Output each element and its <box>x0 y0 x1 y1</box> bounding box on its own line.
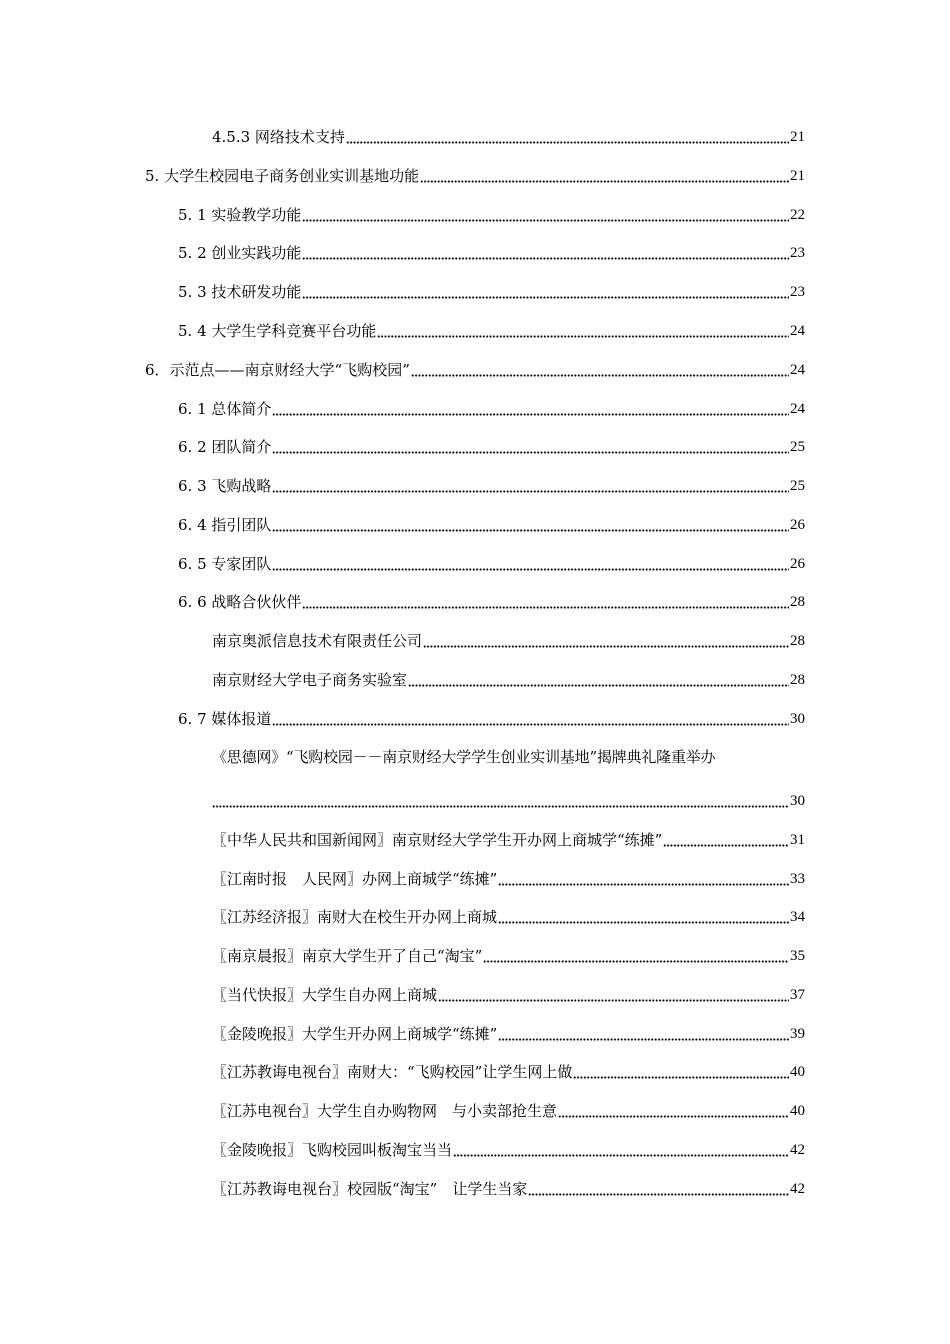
toc-entry-title: 〖当代快报〗大学生自办网上商城 <box>212 986 438 1004</box>
toc-entry[interactable] <box>178 204 805 226</box>
toc-page-number: 21 <box>790 168 805 184</box>
toc-entry[interactable] <box>212 669 805 691</box>
toc-entry-title: 5. 3 技术研发功能 <box>178 283 302 301</box>
dot-leader <box>411 363 789 377</box>
toc-entry-wrapped-leader[interactable] <box>212 790 805 812</box>
dot-leader <box>272 440 789 454</box>
toc-entry-title: 5. 1 实验教学功能 <box>178 206 302 224</box>
toc-entry-title: 4.5.3 网络技术支持 <box>212 128 345 146</box>
toc-entry[interactable] <box>212 829 805 851</box>
dot-leader <box>302 246 789 260</box>
dot-leader <box>272 518 789 532</box>
dot-leader <box>302 595 789 609</box>
dot-leader <box>498 872 789 886</box>
toc-entry-title: 5. 2 创业实践功能 <box>178 244 302 262</box>
toc-entry-title: 南京奥派信息技术有限责任公司 <box>212 632 423 650</box>
dot-leader <box>498 910 789 924</box>
toc-page-number: 30 <box>790 793 805 809</box>
toc-entry[interactable] <box>145 359 805 381</box>
toc-entry[interactable] <box>212 1023 805 1045</box>
toc-entry-title: 6. 7 媒体报道 <box>178 710 272 728</box>
dot-leader <box>302 285 789 299</box>
dot-leader <box>212 794 789 808</box>
toc-page-number: 28 <box>790 672 805 688</box>
dot-leader <box>377 324 789 338</box>
toc-page-number: 24 <box>790 401 805 417</box>
toc-entry-title: 5. 大学生校园电子商务创业实训基地功能 <box>145 167 420 185</box>
toc-entry-title: 〖江苏电视台〗大学生自办购物网 与小卖部抢生意 <box>212 1102 558 1120</box>
toc-entry-title: 6. 1 总体简介 <box>178 400 272 418</box>
dot-leader <box>438 988 789 1002</box>
toc-page-number: 39 <box>790 1026 805 1042</box>
toc-page-number: 35 <box>790 948 805 964</box>
dot-leader <box>558 1104 789 1118</box>
toc-entry-title: 〖江苏教诲电视台〗南财大：“飞购校园”让学生网上做 <box>212 1063 573 1081</box>
dot-leader <box>346 130 789 144</box>
toc-entry[interactable] <box>178 436 805 458</box>
toc-page-number: 33 <box>790 871 805 887</box>
toc-entry[interactable] <box>212 1139 805 1161</box>
toc-entry[interactable] <box>212 945 805 967</box>
toc-entry-title: 5. 4 大学生学科竞赛平台功能 <box>178 322 377 340</box>
dot-leader <box>423 634 789 648</box>
toc-entry[interactable] <box>212 630 805 652</box>
toc-entry[interactable] <box>178 553 805 575</box>
toc-page-number: 37 <box>790 987 805 1003</box>
dot-leader <box>663 833 789 847</box>
toc-entry[interactable] <box>212 906 805 928</box>
dot-leader <box>408 673 789 687</box>
toc-entry[interactable] <box>212 1061 805 1083</box>
toc-entry-title: 南京财经大学电子商务实验室 <box>212 671 408 689</box>
toc-page-number: 30 <box>790 711 805 727</box>
toc-page-number: 22 <box>790 207 805 223</box>
toc-entry[interactable] <box>212 126 805 148</box>
toc-entry[interactable] <box>212 984 805 1006</box>
toc-page-number: 26 <box>790 517 805 533</box>
toc-page-number: 28 <box>790 594 805 610</box>
toc-entry[interactable] <box>178 591 805 613</box>
toc-entry[interactable] <box>178 242 805 264</box>
toc-page-number: 40 <box>790 1064 805 1080</box>
toc-entry-title: 〖金陵晚报〗飞购校园叫板淘宝当当 <box>212 1141 453 1159</box>
toc-page-number: 40 <box>790 1103 805 1119</box>
toc-entry-title: 6. 5 专家团队 <box>178 555 272 573</box>
toc-page-number: 34 <box>790 909 805 925</box>
toc-entry[interactable] <box>212 1100 805 1122</box>
toc-entry-title: 《思德网》“飞购校园－－南京财经大学学生创业实训基地”揭牌典礼隆重举办 <box>212 748 716 766</box>
toc-page-number: 42 <box>790 1142 805 1158</box>
toc-entry[interactable] <box>178 398 805 420</box>
toc-entry[interactable] <box>212 1178 805 1200</box>
toc-entry-title: 6. 2 团队简介 <box>178 438 272 456</box>
dot-leader <box>573 1065 789 1079</box>
toc-entry[interactable] <box>178 320 805 342</box>
toc-page-number: 21 <box>790 129 805 145</box>
toc-page-number: 28 <box>790 633 805 649</box>
toc-entry-title: 〖南京晨报〗南京大学生开了自己“淘宝” <box>212 947 483 965</box>
toc-entry-title: 6. 3 飞购战略 <box>178 477 272 495</box>
toc-page-number: 25 <box>790 439 805 455</box>
toc-page-number: 24 <box>790 323 805 339</box>
toc-entry-wrapped-title[interactable] <box>212 746 805 768</box>
dot-leader <box>528 1182 789 1196</box>
toc-page-number: 42 <box>790 1181 805 1197</box>
toc-entry[interactable] <box>178 514 805 536</box>
dot-leader <box>302 208 789 222</box>
dot-leader <box>483 949 789 963</box>
dot-leader <box>272 712 789 726</box>
toc-page-number: 24 <box>790 362 805 378</box>
toc-entry-title: 〖江苏教诲电视台〗校园版“淘宝” 让学生当家 <box>212 1180 528 1198</box>
toc-entry-title: 〖金陵晚报〗大学生开办网上商城学“练摊” <box>212 1025 498 1043</box>
toc-entry-title: 6. 4 指引团队 <box>178 516 272 534</box>
dot-leader <box>420 169 789 183</box>
toc-entry[interactable] <box>145 165 805 187</box>
toc-page-number: 31 <box>790 832 805 848</box>
toc-page-number: 26 <box>790 556 805 572</box>
toc-entry[interactable] <box>178 475 805 497</box>
dot-leader <box>272 479 789 493</box>
dot-leader <box>498 1027 789 1041</box>
toc-page-number: 23 <box>790 245 805 261</box>
toc-entry-title: 〖江苏经济报〗南财大在校生开办网上商城 <box>212 908 498 926</box>
toc-entry-title: 〖中华人民共和国新闻网〗南京财经大学学生开办网上商城学“练摊” <box>212 831 663 849</box>
toc-entry[interactable] <box>178 708 805 730</box>
toc-entry-title: 6．示范点——南京财经大学“飞购校园” <box>145 361 410 379</box>
toc-entry[interactable] <box>212 868 805 890</box>
dot-leader <box>272 557 789 571</box>
toc-entry[interactable] <box>178 281 805 303</box>
dot-leader <box>272 402 789 416</box>
toc-page-number: 23 <box>790 284 805 300</box>
toc-entry-title: 〖江南时报 人民网〗办网上商城学“练摊” <box>212 870 498 888</box>
toc-entry-title: 6. 6 战略合伙伙伴 <box>178 593 302 611</box>
dot-leader <box>453 1143 789 1157</box>
toc-page-number: 25 <box>790 478 805 494</box>
